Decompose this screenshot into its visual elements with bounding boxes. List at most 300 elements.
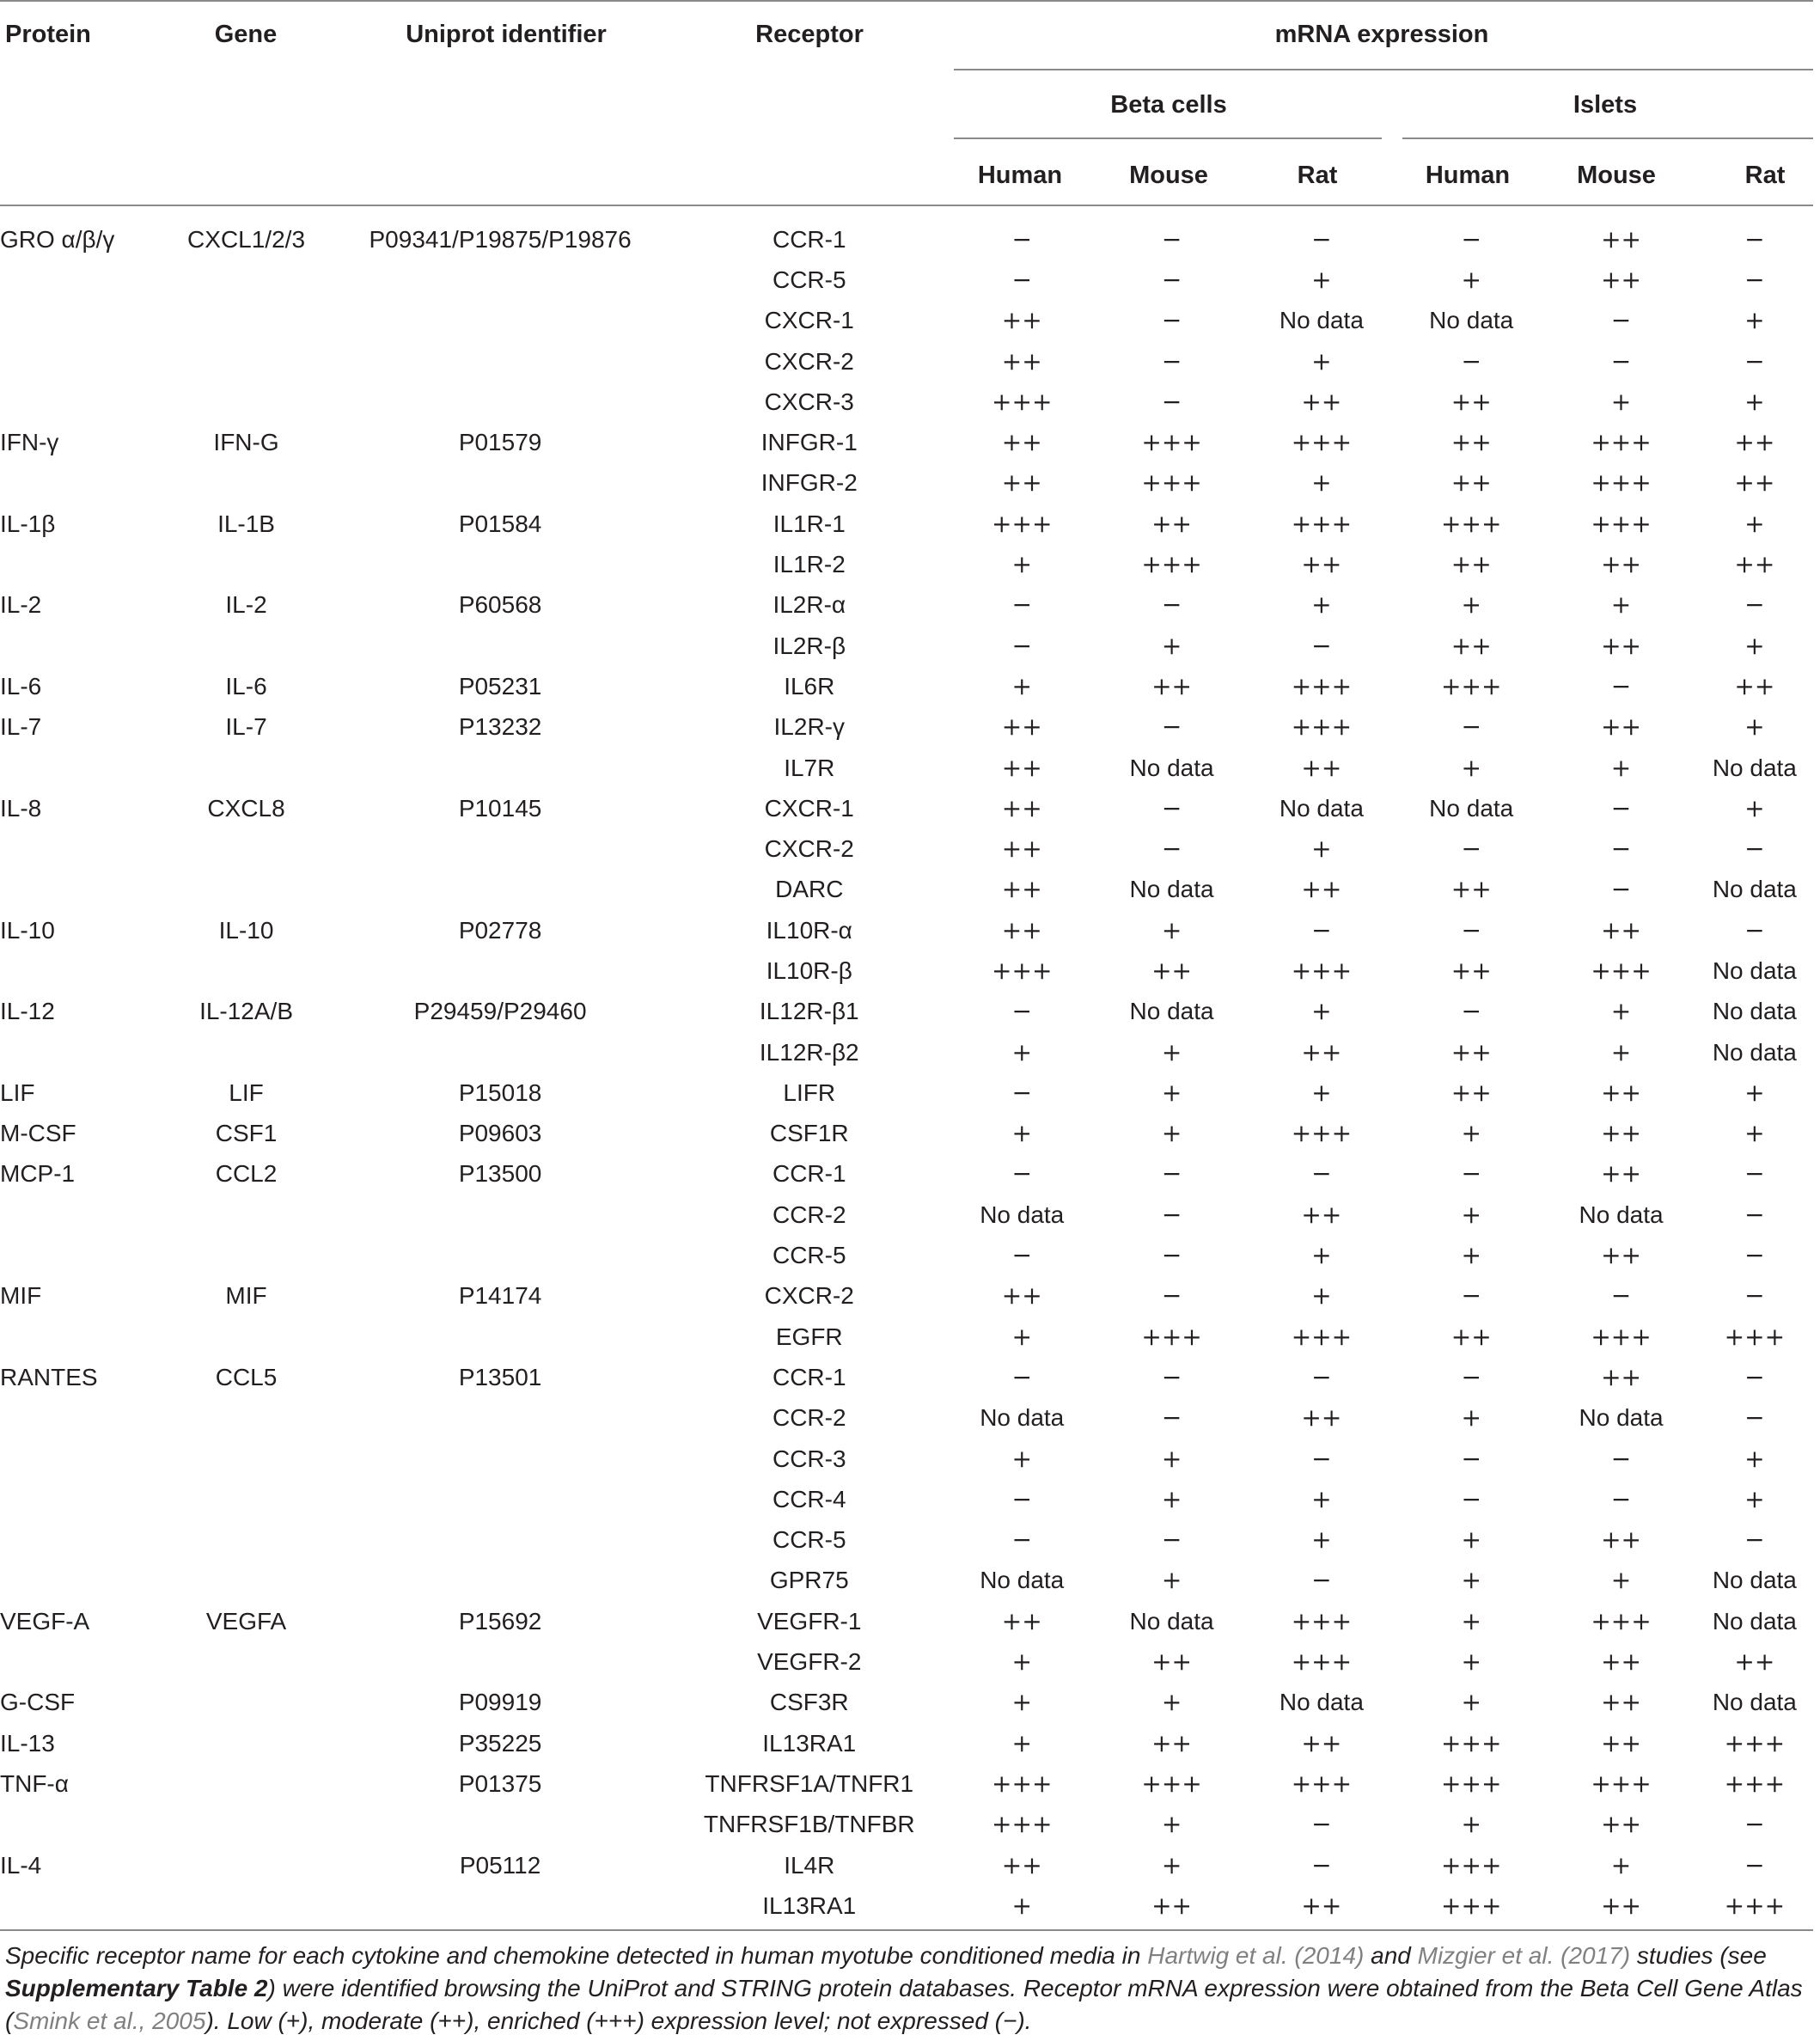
cell-islets-mouse: − xyxy=(1610,875,1632,904)
cell-protein xyxy=(0,1317,163,1357)
cell-gene: IFN-G xyxy=(213,429,279,456)
cell-beta-rat: + xyxy=(1311,1281,1332,1311)
table-row xyxy=(0,828,1813,869)
cell-uniprot xyxy=(329,1235,672,1275)
header-islets-human: Human xyxy=(1425,162,1511,189)
cell-islets-rat: − xyxy=(1744,1850,1765,1879)
cell-beta-rat: +++ xyxy=(1291,956,1353,985)
cell-beta-human: − xyxy=(1011,1241,1032,1270)
cell-beta-mouse: − xyxy=(1161,387,1182,416)
cell-islets-mouse: ++ xyxy=(1601,1810,1641,1839)
cell-islets-rat: No data xyxy=(1712,1689,1797,1716)
cell-islets-mouse: ++ xyxy=(1601,915,1641,944)
cell-beta-rat: ++ xyxy=(1301,1891,1342,1920)
cell-beta-rat: − xyxy=(1311,1362,1332,1391)
cell-beta-mouse: ++ xyxy=(1151,1647,1193,1677)
cell-beta-human: − xyxy=(1011,1078,1032,1107)
cell-islets-rat: No data xyxy=(1712,956,1797,984)
cell-beta-human: + xyxy=(1011,1647,1032,1677)
cell-receptor: IL13RA1 xyxy=(762,1891,857,1919)
cell-protein xyxy=(0,828,163,869)
caption-ref-smink[interactable]: Smink et al., 2005 xyxy=(13,2007,206,2034)
cell-uniprot xyxy=(329,1195,672,1235)
cell-beta-rat: + xyxy=(1311,265,1332,294)
cell-islets-mouse: No data xyxy=(1579,1201,1664,1228)
cell-uniprot xyxy=(329,828,672,869)
cell-beta-rat: +++ xyxy=(1291,1606,1353,1635)
table-row xyxy=(0,1479,1813,1519)
cell-beta-human: ++ xyxy=(1001,753,1042,782)
header-islets-mouse: Mouse xyxy=(1577,162,1656,189)
cell-protein: LIF xyxy=(0,1079,35,1106)
cell-islets-rat: − xyxy=(1744,1403,1765,1433)
cell-receptor: IL6R xyxy=(784,672,835,700)
cell-islets-rat: + xyxy=(1744,712,1765,742)
cell-islets-rat: − xyxy=(1744,224,1765,254)
cell-uniprot xyxy=(329,748,672,788)
cell-beta-mouse: + xyxy=(1161,915,1182,944)
caption-supplementary-link[interactable]: Supplementary Table 2 xyxy=(5,1975,268,2001)
cell-protein xyxy=(0,1439,163,1479)
cell-islets-mouse: ++ xyxy=(1601,550,1641,579)
cell-receptor: IL12R-β2 xyxy=(759,1038,859,1066)
cell-gene: CXCL1/2/3 xyxy=(187,225,306,253)
cell-gene xyxy=(163,1479,328,1519)
cell-islets-rat: No data xyxy=(1712,876,1797,903)
cell-gene xyxy=(163,626,328,666)
cell-beta-human: + xyxy=(1011,550,1032,579)
cell-gene xyxy=(163,748,328,788)
cell-beta-mouse: − xyxy=(1161,1403,1182,1433)
cell-beta-mouse: ++ xyxy=(1151,956,1193,985)
cell-islets-mouse: + xyxy=(1610,1037,1632,1066)
cell-islets-rat: ++ xyxy=(1734,671,1775,700)
cell-islets-mouse: +++ xyxy=(1591,428,1652,457)
cell-beta-mouse: +++ xyxy=(1141,428,1202,457)
cell-islets-rat: − xyxy=(1744,1241,1765,1270)
cell-beta-mouse: +++ xyxy=(1141,1322,1202,1351)
cell-beta-mouse: − xyxy=(1161,224,1182,254)
cell-gene: CXCL8 xyxy=(207,794,285,822)
cell-beta-human: + xyxy=(1011,1322,1032,1351)
cell-islets-rat: + xyxy=(1744,306,1765,335)
table-row xyxy=(0,1723,1813,1763)
cell-islets-human: ++ xyxy=(1451,1078,1492,1107)
cell-uniprot xyxy=(329,544,672,584)
cell-beta-mouse: + xyxy=(1161,631,1182,660)
table-caption xyxy=(5,1940,1806,2038)
cell-protein xyxy=(0,341,163,382)
cell-islets-human: ++ xyxy=(1451,631,1492,660)
cell-islets-human: ++ xyxy=(1451,550,1492,579)
cell-protein xyxy=(0,1561,163,1601)
cell-protein: RANTES xyxy=(0,1363,98,1390)
cell-islets-human: − xyxy=(1461,915,1481,944)
cell-protein xyxy=(0,1235,163,1275)
cell-uniprot: P05231 xyxy=(458,672,542,700)
cell-gene xyxy=(163,382,328,422)
cell-protein xyxy=(0,1195,163,1235)
cell-uniprot xyxy=(329,382,672,422)
cell-beta-mouse: − xyxy=(1161,306,1182,335)
cell-islets-mouse: ++ xyxy=(1601,1362,1641,1391)
cell-beta-rat: No data xyxy=(1279,1689,1364,1716)
cell-islets-rat: ++ xyxy=(1734,468,1775,498)
cell-islets-mouse: ++ xyxy=(1601,1891,1641,1920)
cell-protein xyxy=(0,1032,163,1072)
table-row xyxy=(0,788,1813,828)
cell-beta-rat: +++ xyxy=(1291,712,1353,742)
cell-receptor: CCR-2 xyxy=(772,1201,846,1228)
cell-islets-human: − xyxy=(1461,224,1481,254)
cell-beta-rat: +++ xyxy=(1291,509,1353,538)
cell-beta-human: − xyxy=(1011,1159,1032,1189)
cell-islets-rat: No data xyxy=(1712,998,1797,1025)
cell-islets-mouse: − xyxy=(1610,1484,1632,1513)
cell-islets-mouse: + xyxy=(1610,1850,1632,1879)
cell-receptor: IL10R-β xyxy=(766,956,852,984)
cell-beta-rat: + xyxy=(1311,1241,1332,1270)
cell-islets-human: + xyxy=(1461,1525,1481,1555)
cell-islets-human: No data xyxy=(1429,307,1514,334)
cell-protein xyxy=(0,1885,163,1926)
cell-receptor: CCR-4 xyxy=(772,1485,846,1512)
cell-islets-mouse: ++ xyxy=(1601,224,1641,254)
cell-beta-mouse: + xyxy=(1161,1037,1182,1066)
cell-uniprot: P35225 xyxy=(458,1729,542,1757)
cell-beta-mouse: ++ xyxy=(1151,1728,1193,1757)
cell-islets-mouse: + xyxy=(1610,997,1632,1026)
table-top-rule xyxy=(0,0,1813,2)
header-islets: Islets xyxy=(1573,91,1638,119)
cell-beta-rat: +++ xyxy=(1291,428,1353,457)
cell-islets-rat: − xyxy=(1744,590,1765,620)
cell-islets-mouse: − xyxy=(1610,1444,1632,1473)
caption-text-3: studies (see xyxy=(1630,1942,1767,1969)
cell-uniprot xyxy=(329,463,672,504)
cell-beta-rat: − xyxy=(1311,1566,1332,1595)
cell-gene: IL-1B xyxy=(217,510,275,537)
cell-islets-human: + xyxy=(1461,1810,1481,1839)
cell-beta-mouse: − xyxy=(1161,1200,1182,1229)
cell-uniprot: P13232 xyxy=(458,713,542,741)
cell-beta-mouse: + xyxy=(1161,1484,1182,1513)
cell-islets-rat: No data xyxy=(1712,1567,1797,1594)
cell-islets-rat: No data xyxy=(1712,1607,1797,1635)
cell-islets-mouse: +++ xyxy=(1591,1322,1652,1351)
table-row xyxy=(0,1154,1813,1195)
cell-uniprot: P15692 xyxy=(458,1607,542,1635)
cell-islets-mouse: − xyxy=(1610,1281,1632,1311)
table-row xyxy=(0,1195,1813,1235)
cell-uniprot: P01584 xyxy=(458,510,542,537)
cell-uniprot xyxy=(329,1561,672,1601)
cell-islets-mouse: ++ xyxy=(1601,265,1641,294)
cell-islets-rat: +++ xyxy=(1724,1322,1786,1351)
cell-islets-human: +++ xyxy=(1441,1769,1502,1798)
cell-islets-rat: + xyxy=(1744,793,1765,822)
header-beta-cells: Beta cells xyxy=(1110,91,1227,119)
cell-receptor: IL1R-1 xyxy=(773,510,846,537)
cell-protein: GRO α/β/γ xyxy=(0,225,115,253)
cell-beta-rat: + xyxy=(1311,468,1332,498)
cell-uniprot xyxy=(329,260,672,300)
cell-beta-human: + xyxy=(1011,1119,1032,1148)
cell-receptor: CXCR-2 xyxy=(764,1282,854,1310)
cell-beta-human: + xyxy=(1011,1891,1032,1920)
caption-ref-hartwig[interactable]: Hartwig et al. (2014) xyxy=(1147,1942,1365,1969)
cell-protein xyxy=(0,544,163,584)
cell-gene xyxy=(163,950,328,991)
cell-beta-human: + xyxy=(1011,1037,1032,1066)
cell-uniprot: P01375 xyxy=(458,1769,542,1797)
cell-uniprot xyxy=(329,626,672,666)
header-uniprot: Uniprot identifier xyxy=(406,21,607,48)
cell-gene xyxy=(163,1235,328,1275)
cell-uniprot xyxy=(329,1641,672,1682)
cell-islets-rat: − xyxy=(1744,1810,1765,1839)
cell-receptor: IL2R-β xyxy=(773,632,846,659)
cell-gene: IL-12A/B xyxy=(199,998,294,1025)
cell-beta-rat: + xyxy=(1311,346,1332,376)
islets-rule xyxy=(1402,137,1813,139)
cell-receptor: CCR-1 xyxy=(772,1160,846,1188)
cell-gene xyxy=(163,1561,328,1601)
cell-islets-mouse: ++ xyxy=(1601,1078,1641,1107)
table-row xyxy=(0,748,1813,788)
cell-islets-mouse: ++ xyxy=(1601,1241,1641,1270)
header-beta-mouse: Mouse xyxy=(1129,162,1208,189)
cell-gene xyxy=(163,1317,328,1357)
cell-beta-mouse: + xyxy=(1161,1119,1182,1148)
cell-protein xyxy=(0,1520,163,1561)
cell-islets-rat: ++ xyxy=(1734,428,1775,457)
cell-protein xyxy=(0,301,163,341)
cell-islets-mouse: +++ xyxy=(1591,468,1652,498)
cell-islets-human: +++ xyxy=(1441,1728,1502,1757)
beta-cells-rule xyxy=(954,137,1382,139)
cell-gene: IL-6 xyxy=(225,672,267,700)
cell-receptor: IL7R xyxy=(784,754,835,781)
cell-beta-rat: ++ xyxy=(1301,1037,1342,1066)
table-row xyxy=(0,341,1813,382)
cell-uniprot: P02778 xyxy=(458,916,542,944)
cell-beta-human: ++ xyxy=(1001,306,1042,335)
cell-receptor: IL10R-α xyxy=(766,916,852,944)
cell-gene: IL-10 xyxy=(218,916,274,944)
cell-protein xyxy=(0,1398,163,1439)
cell-beta-human: + xyxy=(1011,1444,1032,1473)
cell-islets-rat: − xyxy=(1744,1200,1765,1229)
cell-protein: M-CSF xyxy=(0,1120,76,1147)
table-row xyxy=(0,422,1813,462)
cell-beta-human: No data xyxy=(980,1404,1065,1432)
cell-islets-human: + xyxy=(1461,1403,1481,1433)
cell-islets-human: − xyxy=(1461,1484,1481,1513)
caption-ref-mizgier[interactable]: Mizgier et al. (2017) xyxy=(1417,1942,1631,1969)
cell-protein xyxy=(0,1641,163,1682)
table-row xyxy=(0,1601,1813,1641)
cell-gene xyxy=(163,341,328,382)
cell-beta-human: − xyxy=(1011,265,1032,294)
cell-beta-mouse: + xyxy=(1161,1850,1182,1879)
cell-beta-human: ++ xyxy=(1001,1281,1042,1311)
cell-islets-human: − xyxy=(1461,834,1481,864)
cell-uniprot: P10145 xyxy=(458,794,542,822)
cell-islets-mouse: + xyxy=(1610,1566,1632,1595)
cell-uniprot xyxy=(329,1032,672,1072)
cell-receptor: CCR-2 xyxy=(772,1404,846,1432)
cell-beta-human: ++ xyxy=(1001,1850,1042,1879)
cell-islets-mouse: − xyxy=(1610,793,1632,822)
cell-islets-rat: No data xyxy=(1712,1038,1797,1066)
cell-islets-rat: − xyxy=(1744,1159,1765,1189)
table-row xyxy=(0,1398,1813,1439)
cell-gene: CCL2 xyxy=(215,1160,278,1188)
cell-islets-rat: ++ xyxy=(1734,1647,1775,1677)
cell-islets-human: ++ xyxy=(1451,428,1492,457)
cell-uniprot: P01579 xyxy=(458,429,542,456)
cell-beta-rat: +++ xyxy=(1291,1769,1353,1798)
cell-islets-human: +++ xyxy=(1441,1891,1502,1920)
cell-receptor: CXCR-3 xyxy=(764,388,854,415)
cell-islets-human: + xyxy=(1461,1241,1481,1270)
cell-islets-human: − xyxy=(1461,997,1481,1026)
cell-protein xyxy=(0,950,163,991)
cell-beta-human: ++ xyxy=(1001,834,1042,864)
table-row xyxy=(0,219,1813,260)
cell-beta-human: +++ xyxy=(992,956,1053,985)
cell-islets-human: ++ xyxy=(1451,1322,1492,1351)
table-row xyxy=(0,382,1813,422)
cell-beta-rat: ++ xyxy=(1301,1403,1342,1433)
cell-protein: IL-4 xyxy=(0,1851,42,1879)
cell-receptor: INFGR-1 xyxy=(760,429,858,456)
cell-islets-mouse: ++ xyxy=(1601,1119,1641,1148)
cell-gene xyxy=(163,1398,328,1439)
cell-islets-mouse: + xyxy=(1610,590,1632,620)
cell-islets-human: ++ xyxy=(1451,1037,1492,1066)
cell-beta-rat: + xyxy=(1311,834,1332,864)
cell-islets-rat: +++ xyxy=(1724,1891,1786,1920)
cell-islets-human: No data xyxy=(1429,794,1514,822)
cell-receptor: CSF1R xyxy=(769,1120,849,1147)
cell-beta-human: + xyxy=(1011,1728,1032,1757)
cell-uniprot xyxy=(329,1805,672,1845)
cell-beta-rat: − xyxy=(1311,1444,1332,1473)
table-row xyxy=(0,1805,1813,1845)
cell-gene xyxy=(163,1683,328,1723)
cell-islets-mouse: − xyxy=(1610,346,1632,376)
cell-islets-rat: − xyxy=(1744,1525,1765,1555)
cell-uniprot xyxy=(329,1398,672,1439)
cell-beta-rat: ++ xyxy=(1301,550,1342,579)
cell-protein: MIF xyxy=(0,1282,42,1310)
cell-protein: IL-7 xyxy=(0,713,42,741)
cell-receptor: VEGFR-2 xyxy=(757,1648,862,1676)
cell-receptor: IL1R-2 xyxy=(773,551,846,578)
cell-uniprot xyxy=(329,1885,672,1926)
cell-gene xyxy=(163,1439,328,1479)
cell-islets-rat: + xyxy=(1744,1444,1765,1473)
cell-uniprot: P13501 xyxy=(458,1363,542,1390)
cell-beta-mouse: + xyxy=(1161,1688,1182,1717)
cell-protein xyxy=(0,748,163,788)
cell-receptor: LIFR xyxy=(783,1079,836,1106)
cell-uniprot xyxy=(329,1479,672,1519)
cell-beta-rat: No data xyxy=(1279,794,1364,822)
table-row xyxy=(0,1763,1813,1804)
cell-islets-mouse: − xyxy=(1610,306,1632,335)
cell-islets-human: + xyxy=(1461,1606,1481,1635)
cell-protein: IL-6 xyxy=(0,672,42,700)
cell-beta-mouse: No data xyxy=(1129,876,1214,903)
cell-gene xyxy=(163,1641,328,1682)
cell-islets-human: − xyxy=(1461,1362,1481,1391)
cell-beta-mouse: + xyxy=(1161,1078,1182,1107)
table-row xyxy=(0,1357,1813,1397)
cell-beta-mouse: − xyxy=(1161,265,1182,294)
cell-islets-mouse: +++ xyxy=(1591,1769,1652,1798)
cell-beta-human: +++ xyxy=(992,387,1053,416)
cell-islets-rat: + xyxy=(1744,509,1765,538)
cell-beta-rat: + xyxy=(1311,1078,1332,1107)
cell-beta-human: − xyxy=(1011,1362,1032,1391)
cell-islets-mouse: + xyxy=(1610,753,1632,782)
cell-beta-human: ++ xyxy=(1001,468,1042,498)
cell-beta-human: ++ xyxy=(1001,1606,1042,1635)
cell-islets-human: ++ xyxy=(1451,468,1492,498)
expression-table xyxy=(0,219,1813,1926)
cell-beta-rat: ++ xyxy=(1301,875,1342,904)
cell-gene xyxy=(163,1032,328,1072)
cell-beta-mouse: ++ xyxy=(1151,1891,1193,1920)
cell-protein xyxy=(0,1805,163,1845)
cell-uniprot xyxy=(329,950,672,991)
cell-gene xyxy=(163,1723,328,1763)
cell-receptor: IL2R-γ xyxy=(773,713,845,741)
cell-receptor: INFGR-2 xyxy=(760,469,858,497)
cell-gene xyxy=(163,870,328,910)
cell-beta-mouse: − xyxy=(1161,590,1182,620)
cell-beta-rat: ++ xyxy=(1301,1728,1342,1757)
table-row xyxy=(0,1276,1813,1317)
header-protein: Protein xyxy=(5,21,91,48)
cell-receptor: CSF3R xyxy=(769,1689,849,1716)
cell-beta-mouse: − xyxy=(1161,1241,1182,1270)
cell-islets-rat: − xyxy=(1744,834,1765,864)
table-row xyxy=(0,870,1813,910)
cell-receptor: CCR-5 xyxy=(772,1242,846,1269)
cell-gene xyxy=(163,260,328,300)
cell-islets-human: + xyxy=(1461,1688,1481,1717)
cell-beta-human: ++ xyxy=(1001,875,1042,904)
cell-beta-human: + xyxy=(1011,1688,1032,1717)
table-row xyxy=(0,707,1813,748)
table-row xyxy=(0,1520,1813,1561)
cell-gene xyxy=(163,301,328,341)
cell-receptor: CXCR-2 xyxy=(764,835,854,863)
table-row xyxy=(0,504,1813,544)
cell-beta-rat: − xyxy=(1311,1850,1332,1879)
cell-islets-human: − xyxy=(1461,1281,1481,1311)
cell-beta-human: No data xyxy=(980,1567,1065,1594)
table-row xyxy=(0,544,1813,584)
cell-gene xyxy=(163,1763,328,1804)
cell-gene: VEGFA xyxy=(205,1607,287,1635)
cell-receptor: CCR-5 xyxy=(772,1526,846,1554)
cell-beta-human: − xyxy=(1011,590,1032,620)
